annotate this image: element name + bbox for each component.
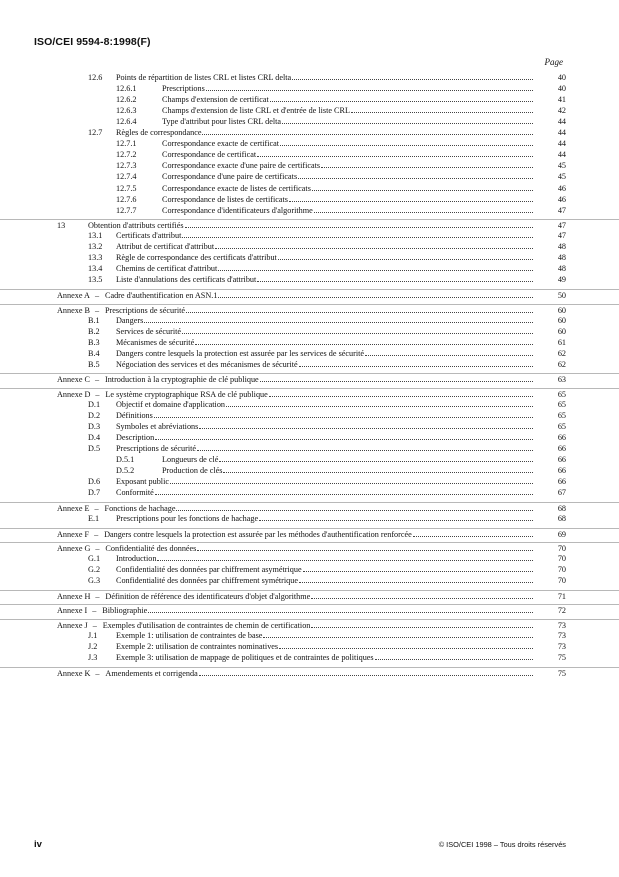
toc-entry-number: B.5 <box>88 359 100 369</box>
toc-entry[interactable] <box>0 171 619 182</box>
toc-entry[interactable] <box>0 359 619 370</box>
toc-entry-number: 12.7.4 <box>116 172 137 182</box>
dot-leader <box>278 252 533 260</box>
toc-entry[interactable] <box>0 465 619 476</box>
toc-entry-number: E.1 <box>88 513 100 523</box>
toc-entry[interactable] <box>0 373 619 385</box>
toc-entry-title: Cadre d'authentification en ASN.1 <box>104 291 218 300</box>
dot-leader <box>170 476 533 484</box>
toc-entry[interactable] <box>0 252 619 263</box>
toc-entry-page: 69 <box>557 529 566 539</box>
toc-entry-page: 47 <box>557 221 566 231</box>
toc-entry-title: Dangers contre lesquels la protection est assurée par les méthodes d'authentification renforcée <box>104 529 412 539</box>
toc-entry-number: 12.6.3 <box>116 106 137 116</box>
toc-entry-page: 60 <box>557 326 566 336</box>
toc-entry-title: Correspondance de certificat <box>162 150 257 160</box>
toc-entry-page: 49 <box>557 275 566 285</box>
toc-entry-page: 61 <box>557 337 566 347</box>
toc-entry-number: 13.1 <box>88 231 103 241</box>
copyright-notice: © ISO/CEI 1998 – Tous droits réservés <box>438 840 566 849</box>
toc-entry-title: Mécanismes de sécurité <box>116 337 195 347</box>
dot-leader <box>289 194 533 202</box>
toc-entry[interactable] <box>0 604 619 616</box>
toc-entry[interactable] <box>0 337 619 348</box>
toc-entry-page: 66 <box>557 477 566 487</box>
toc-entry-number: 12.7.7 <box>116 205 137 215</box>
dot-leader <box>155 432 533 440</box>
toc-entry-title: Champs d'extension de certificat <box>162 95 269 105</box>
dot-leader <box>298 171 533 179</box>
toc-entry-title: Exemple 1: utilisation de contraintes de base <box>116 630 263 640</box>
toc-entry-title: Production de clés <box>162 466 223 476</box>
toc-entry-title: Amendements et corrigenda <box>105 668 198 678</box>
annex-dash: – <box>94 291 100 300</box>
toc-entry[interactable] <box>0 443 619 454</box>
dot-leader <box>186 305 533 313</box>
toc-entry-page: 66 <box>557 455 566 465</box>
toc-entry-title: Correspondance exacte d'une paire de certificats <box>162 161 321 171</box>
toc-entry-number: 12.7.2 <box>116 150 137 160</box>
toc-entry-number: 12.7.6 <box>116 194 137 204</box>
toc-entry[interactable] <box>0 652 619 663</box>
toc-entry-page: 45 <box>557 172 566 182</box>
toc-entry-number: G.3 <box>88 576 101 586</box>
toc-entry-page: 50 <box>557 291 566 300</box>
toc-entry[interactable] <box>0 528 619 540</box>
toc-entry-title: Confidentialité des données par chiffrement symétrique <box>116 576 298 586</box>
dot-leader <box>282 116 533 124</box>
toc-entry-title: Points de répartition de listes CRL et listes CRL delta <box>116 73 292 82</box>
toc-entry[interactable] <box>0 105 619 116</box>
toc-entry-number: 13.3 <box>88 253 103 263</box>
toc-entry-number: D.6 <box>88 477 101 487</box>
toc-entry[interactable] <box>0 513 619 524</box>
toc-entry-number: Annexe F <box>57 529 90 539</box>
toc-entry-title: Correspondance exacte de listes de certificats <box>162 183 311 193</box>
dot-leader <box>157 553 533 561</box>
dot-leader <box>197 443 533 451</box>
dot-leader <box>279 641 533 649</box>
toc-entry-title: Conformité <box>116 488 154 498</box>
toc-entry-page: 47 <box>557 205 566 215</box>
annex-dash: – <box>92 606 97 616</box>
toc-entry-title: Services de sécurité <box>116 326 182 336</box>
toc-entry-page: 70 <box>557 544 566 553</box>
toc-entry-number: B.1 <box>88 315 100 325</box>
toc-entry-number: D.1 <box>88 399 101 409</box>
annex-dash: – <box>94 503 99 513</box>
toc-entry-number: D.5.2 <box>116 466 135 476</box>
toc-entry-number: 12.7.5 <box>116 183 137 193</box>
dot-leader <box>195 337 533 345</box>
annex-dash: – <box>95 591 100 601</box>
toc-entry-number: D.3 <box>88 422 101 431</box>
annex-dash: – <box>95 389 100 399</box>
toc-entry-title: Définition de référence des identificateurs d'objet d'algorithme <box>105 591 311 601</box>
toc-entry-number: D.7 <box>88 488 101 498</box>
toc-entry-title: Bibliographie <box>102 606 148 616</box>
dot-leader <box>299 359 533 367</box>
toc-entry-title: Définitions <box>116 411 153 420</box>
dot-leader <box>259 513 533 521</box>
toc-entry-title: Type d'attribut pour listes CRL delta <box>162 117 282 127</box>
toc-entry-title: Chemins de certificat d'attribut <box>116 264 218 274</box>
toc-entry-page: 65 <box>557 389 566 399</box>
dot-leader <box>199 421 533 429</box>
toc-entry[interactable] <box>0 160 619 171</box>
toc-entry-number: J.1 <box>88 630 98 640</box>
toc-entry-page: 73 <box>557 620 566 630</box>
toc-entry-number: 12.6.1 <box>116 84 137 94</box>
toc-entry-page: 66 <box>557 466 566 476</box>
toc-entry-title: Dangers contre lesquels la protection est assurée par les services de sécurité <box>116 348 365 358</box>
dot-leader <box>365 348 533 356</box>
toc-entry[interactable] <box>0 83 619 94</box>
toc-entry-page: 40 <box>557 73 566 82</box>
toc-entry-number: D.4 <box>88 433 101 443</box>
dot-leader <box>312 183 533 191</box>
toc-entry[interactable] <box>0 230 619 241</box>
toc-entry[interactable] <box>0 72 619 83</box>
toc-entry[interactable] <box>0 399 619 410</box>
toc-entry-title: Longueurs de clé <box>162 455 219 465</box>
dot-leader <box>197 543 533 551</box>
annex-dash: – <box>94 529 99 539</box>
dot-leader <box>218 290 533 298</box>
toc-entry[interactable] <box>0 454 619 465</box>
toc-entry-page: 70 <box>557 565 566 575</box>
toc-entry[interactable] <box>0 149 619 160</box>
toc-entry-page: 75 <box>557 653 566 662</box>
dot-leader <box>223 465 533 473</box>
dot-leader <box>154 410 533 418</box>
toc-entry-title: Introduction <box>116 554 157 564</box>
toc-entry-page: 48 <box>557 253 566 263</box>
toc-entry-page: 66 <box>557 433 566 443</box>
toc-entry-title: Exposant public <box>116 477 169 487</box>
dot-leader <box>292 72 533 80</box>
toc-entry-title: Symboles et abréviations <box>116 422 199 431</box>
toc-entry-title: Liste d'annulations des certificats d'attribut <box>116 275 257 285</box>
toc-entry-title: Règle de correspondance des certificats d'attribut <box>116 253 277 263</box>
toc-entry-number: B.4 <box>88 348 100 358</box>
toc-entry-page: 60 <box>557 305 566 315</box>
toc-entry[interactable] <box>0 421 619 432</box>
toc-entry-number: Annexe J <box>57 620 88 630</box>
toc-entry-page: 44 <box>557 117 566 127</box>
toc-entry-page: 41 <box>557 95 566 105</box>
toc-entry[interactable] <box>0 326 619 337</box>
toc-entry[interactable] <box>0 94 619 105</box>
dot-leader <box>226 399 533 407</box>
toc-entry-page: 48 <box>557 242 566 252</box>
dot-leader <box>182 326 533 334</box>
toc-entry-page: 40 <box>557 84 566 94</box>
toc-entry-number: Annexe H <box>57 591 91 601</box>
dot-leader <box>413 529 533 537</box>
dot-leader <box>299 575 533 583</box>
toc-entry[interactable] <box>0 476 619 487</box>
toc-entry-page: 70 <box>557 554 566 564</box>
toc-entry-page: 46 <box>557 194 566 204</box>
toc-entry-page: 46 <box>557 183 566 193</box>
page-number: iv <box>34 839 42 850</box>
toc-entry-title: Dangers <box>116 315 144 325</box>
toc-entry-number: 12.6.2 <box>116 95 137 105</box>
dot-leader <box>311 591 533 599</box>
toc-entry[interactable] <box>0 553 619 564</box>
dot-leader <box>270 94 533 102</box>
toc-entry[interactable] <box>0 315 619 326</box>
toc-entry-title: Confidentialité des données <box>105 544 197 553</box>
toc-entry-number: 12.7 <box>88 128 103 138</box>
toc-entry-number: B.2 <box>88 326 100 336</box>
toc-entry-number: 12.7.1 <box>116 139 137 149</box>
toc-entry[interactable] <box>0 432 619 443</box>
toc-entry-number: J.2 <box>88 641 98 651</box>
toc-entry-number: Annexe B <box>57 305 90 315</box>
toc-entry-number: Annexe E <box>57 503 90 513</box>
toc-entry-title: Correspondance d'identificateurs d'algorithme <box>162 205 313 215</box>
toc-entry-title: Exemple 2: utilisation de contraintes nominatives <box>116 641 279 651</box>
toc-entry-number: 13.5 <box>88 275 103 285</box>
toc-entry-page: 42 <box>557 106 566 116</box>
dot-leader <box>176 503 533 511</box>
toc-entry-page: 73 <box>557 641 566 651</box>
toc-entry-title: Objectif et domaine d'application <box>116 399 226 409</box>
toc-entry-page: 62 <box>557 359 566 369</box>
dot-leader <box>199 668 533 676</box>
toc-entry-number: D.2 <box>88 411 101 420</box>
toc-entry-page: 68 <box>557 503 566 513</box>
dot-leader <box>206 83 533 91</box>
dot-leader <box>375 652 533 660</box>
toc-entry-page: 71 <box>557 591 566 601</box>
toc-entry[interactable] <box>0 205 619 216</box>
toc-entry-number: 12.7.3 <box>116 161 137 171</box>
toc-entry-page: 67 <box>557 488 566 498</box>
toc-entry-page: 63 <box>557 375 566 385</box>
toc-entry-title: Champs d'extension de liste CRL et d'entrée de liste CRL <box>162 106 350 116</box>
toc-entry-number: D.5.1 <box>116 455 135 465</box>
toc-entry-number: Annexe D <box>57 389 91 399</box>
dot-leader <box>311 620 533 628</box>
toc-entry-number: Annexe C <box>57 375 90 385</box>
dot-leader <box>218 263 533 271</box>
toc-entry-title: Règles de correspondance <box>116 128 202 138</box>
toc-entry-title: Fonctions de hachage <box>104 503 176 513</box>
document-id: ISO/CEI 9594-8:1998(F) <box>34 36 151 48</box>
toc-entry-page: 73 <box>557 630 566 640</box>
toc-entry[interactable] <box>0 183 619 194</box>
toc-entry[interactable] <box>0 641 619 652</box>
toc-entry-title: Le système cryptographique RSA de clé publique <box>105 389 268 399</box>
toc-entry[interactable] <box>0 116 619 127</box>
dot-leader <box>202 127 533 135</box>
toc-entry-title: Introduction à la cryptographie de clé publique <box>104 375 259 385</box>
toc-entry-title: Correspondance d'une paire de certificats <box>162 172 298 182</box>
dot-leader <box>321 160 533 168</box>
dot-leader <box>182 230 533 238</box>
toc-entry-number: Annexe K <box>57 668 91 678</box>
toc-entry[interactable] <box>0 289 619 301</box>
dot-leader <box>144 315 533 323</box>
toc-entry[interactable] <box>0 241 619 252</box>
toc-entry-page: 47 <box>557 231 566 241</box>
toc-entry[interactable] <box>0 590 619 602</box>
toc-entry-number: Annexe A <box>57 291 90 300</box>
toc-entry[interactable] <box>0 564 619 575</box>
toc-entry-page: 48 <box>557 264 566 274</box>
toc-entry[interactable] <box>0 194 619 205</box>
toc-entry[interactable] <box>0 274 619 285</box>
toc-entry-title: Correspondance exacte de certificat <box>162 139 280 149</box>
toc-entry-title: Exemples d'utilisation de contraintes de chemin de certification <box>102 620 311 630</box>
toc-entry[interactable] <box>0 487 619 498</box>
toc-entry-page: 62 <box>557 348 566 358</box>
toc-entry[interactable] <box>0 127 619 138</box>
toc-entry[interactable] <box>0 575 619 586</box>
toc-entry-number: G.1 <box>88 554 101 564</box>
dot-leader <box>219 454 533 462</box>
toc-entry-title: Certificats d'attribut <box>116 231 182 241</box>
toc-entry-page: 44 <box>557 150 566 160</box>
dot-leader <box>148 605 533 613</box>
toc-entry-number: Annexe G <box>57 544 91 553</box>
toc-entry-title: Prescriptions de sécurité <box>104 305 186 315</box>
dot-leader <box>155 487 533 495</box>
toc-entry-title: Obtention d'attributs certifiés <box>88 221 184 231</box>
dot-leader <box>260 374 533 382</box>
toc-entry-page: 70 <box>557 576 566 586</box>
toc-entry-title: Prescriptions de sécurité <box>116 444 197 454</box>
toc-entry-title: Correspondance de listes de certificats <box>162 194 288 204</box>
toc-entry-page: 44 <box>557 139 566 149</box>
toc-entry-page: 65 <box>557 422 566 431</box>
toc-entry-number: 12.6.4 <box>116 117 137 127</box>
toc-entry[interactable] <box>0 410 619 421</box>
toc-entry-page: 75 <box>557 668 566 678</box>
toc-entry[interactable] <box>0 630 619 641</box>
toc-entry-title: Négociation des services et des mécanismes de sécurité <box>116 359 298 369</box>
toc-entry-page: 44 <box>557 128 566 138</box>
page-column-label: Page <box>544 57 563 67</box>
toc-entry-title: Prescriptions pour les fonctions de hachage <box>116 513 259 523</box>
toc-entry[interactable] <box>0 348 619 359</box>
toc-entry-number: 13.2 <box>88 242 103 252</box>
dot-leader <box>269 389 533 397</box>
toc-entry-number: 13 <box>57 221 66 231</box>
dot-leader <box>185 220 533 228</box>
annex-dash: – <box>92 620 97 630</box>
toc-entry[interactable] <box>0 138 619 149</box>
toc-entry-title: Exemple 3: utilisation de mappage de politiques et de contraintes de politiques <box>116 653 374 662</box>
dot-leader <box>280 138 533 146</box>
dot-leader <box>263 630 533 638</box>
dot-leader <box>215 241 533 249</box>
toc-entry-page: 68 <box>557 513 566 523</box>
toc-entry-number: 13.4 <box>88 264 103 274</box>
toc-entry[interactable] <box>0 263 619 274</box>
annex-dash: – <box>94 375 100 385</box>
toc-entry-title: Description <box>116 433 155 443</box>
toc-entry-number: 12.6 <box>88 73 103 82</box>
toc-entry-page: 45 <box>557 161 566 171</box>
toc-entry-page: 60 <box>557 315 566 325</box>
toc-entry-title: Attribut de certificat d'attribut <box>116 242 215 252</box>
dot-leader <box>257 149 533 157</box>
toc-entry-title: Prescriptions <box>162 84 205 94</box>
dot-leader <box>314 205 533 213</box>
toc-entry-number: Annexe I <box>57 606 88 616</box>
toc-entry-page: 65 <box>557 411 566 420</box>
toc-entry-number: D.5 <box>88 444 101 454</box>
toc-entry-page: 72 <box>557 606 566 616</box>
annex-dash: – <box>94 305 100 315</box>
annex-dash: – <box>95 544 100 553</box>
toc-entry-title: Confidentialité des données par chiffrement asymétrique <box>116 565 302 575</box>
dot-leader <box>257 274 533 282</box>
toc-entry-number: G.2 <box>88 565 101 575</box>
dot-leader <box>303 564 533 572</box>
annex-dash: – <box>95 668 100 678</box>
dot-leader <box>351 105 533 113</box>
toc-entry-page: 66 <box>557 444 566 454</box>
toc-entry[interactable] <box>0 667 619 679</box>
toc-entry-number: B.3 <box>88 337 100 347</box>
toc-entry-number: J.3 <box>88 653 98 662</box>
toc-entry-page: 65 <box>557 399 566 409</box>
